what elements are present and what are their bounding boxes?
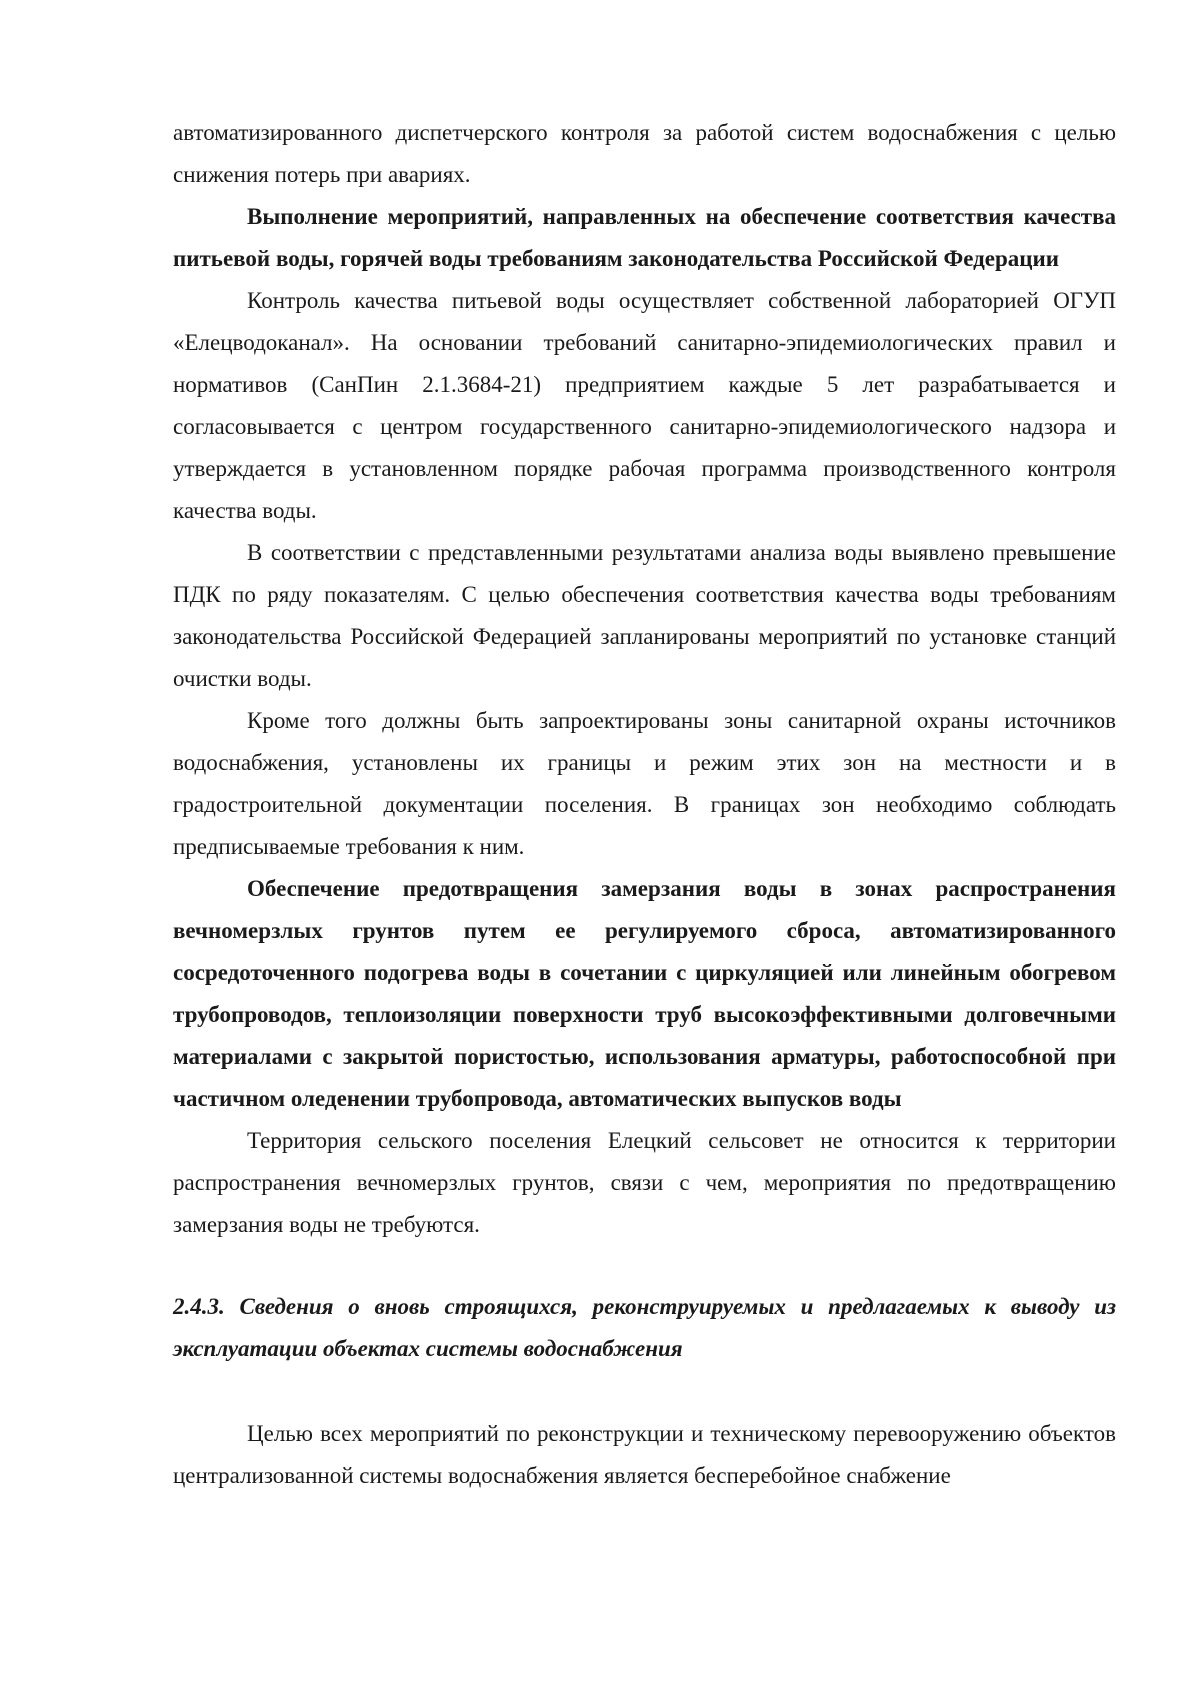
bold-subheading-freezing-prevention: Обеспечение предотвращения замерзания воды в зонах распространения вечномерзлых грунтов путем ее регулируемого сброса, автоматизированного сосредоточенного подогрева воды в сочетании с циркуляцией или линейным обогревом трубопроводов, теплоизоляции поверхности труб высокоэффективными долговечными материалами с закрытой пористостью, использования арматуры, работоспособной при частичном оледенении трубопровода, автоматических выпусков воды [173, 876, 1116, 1111]
paragraph-sanitary-zones: Кроме того должны быть запроектированы зоны санитарной охраны источников водоснабжения, установлены их границы и режим этих зон на местности и в градостроительной документации поселения. В границах зон необходимо соблюдать предписываемые требования к ним. [173, 708, 1116, 859]
section-heading: 2.4.3. Сведения о вновь строящихся, реконструируемых и предлагаемых к выводу из эксплуатации объектах системы водоснабжения [173, 1294, 1116, 1361]
paragraph-quality-control: Контроль качества питьевой воды осуществляет собственной лабораторией ОГУП «Елецводоканал». На основании требований санитарно-эпидемиологических правил и нормативов (СанПин 2.1.3684-21) предприятием каждые 5 лет разрабатывается и согласовывается с центром государственного санитарно-эпидемиологического надзора и утверждается в установленном порядке рабочая программа производственного контроля качества воды. [173, 288, 1116, 523]
document-body [173, 112, 1116, 1497]
paragraph-modernization-goal: Целью всех мероприятий по реконструкции и техническому перевооружению объектов централизованной системы водоснабжения является бесперебойное снабжение [173, 1421, 1116, 1488]
paragraph-continuation: автоматизированного диспетчерского контроля за работой систем водоснабжения с целью снижения потерь при авариях. [173, 120, 1116, 187]
paragraph-analysis-results: В соответствии с представленными результатами анализа воды выявлено превышение ПДК по ряду показателям. С целью обеспечения соответствия качества воды требованиям законодательства Российской Федерацией запланированы мероприятий по установке станций очистки воды. [173, 540, 1116, 691]
bold-subheading-water-quality: Выполнение мероприятий, направленных на обеспечение соответствия качества питьевой воды, горячей воды требованиям законодательства Российской Федерации [173, 204, 1116, 271]
paragraph-permafrost: Территория сельского поселения Елецкий сельсовет не относится к территории распространения вечномерзлых грунтов, связи с чем, мероприятия по предотвращению замерзания воды не требуются. [173, 1128, 1116, 1237]
